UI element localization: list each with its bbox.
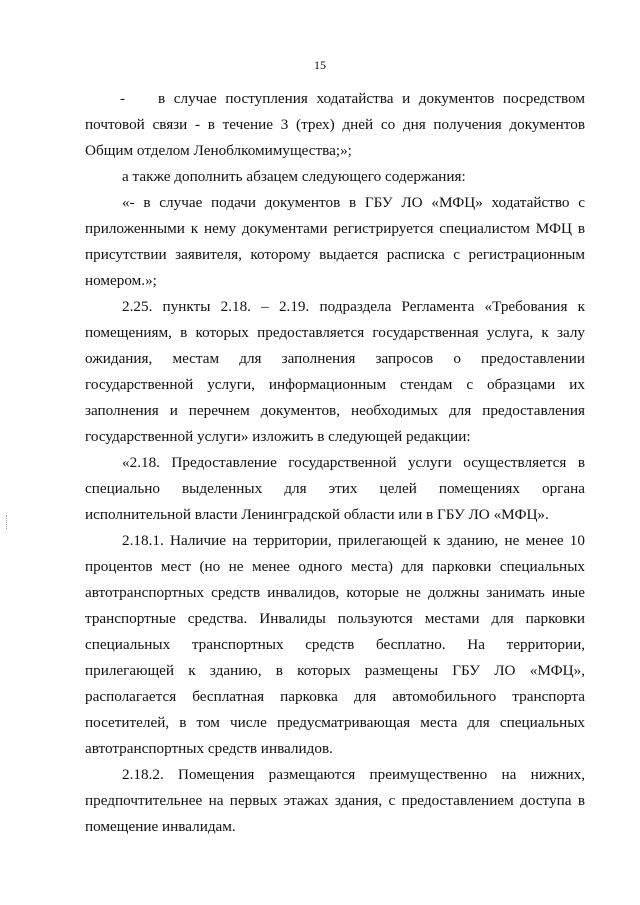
document-body [85,86,585,840]
scan-edge-mark [6,515,9,529]
paragraph-supplement-intro: а также дополнить абзацем следующего содержания: [122,168,466,185]
paragraph-text: в случае поступления ходатайства и документов посредством почтовой связи - в течение 3 (трех) дней со дня получения документов Общим отделом Леноблкомимущества;»; [85,90,585,159]
paragraph-2-25: 2.25. пункты 2.18. – 2.19. подраздела Регламента «Требования к помещениям, в которых предоставляется государственная услуга, к залу ожидания, местам для заполнения запросов о предоставлении государственной услуги, информационным стендам с образцами их заполнения и перечнем документов, необходимых для предоставления государственной услуги» изложить в следующей редакции: [85,298,585,445]
paragraph-2-18-2: 2.18.2. Помещения размещаются преимущественно на нижних, предпочтительнее на первых этажах здания, с предоставлением доступа в помещение инвалидам. [85,766,585,835]
paragraph-mfc-registration: «- в случае подачи документов в ГБУ ЛО «МФЦ» ходатайство с приложенными к нему документами регистрируется специалистом МФЦ в присутствии заявителя, которому выдается расписка с регистрационным номером.»; [85,194,585,289]
paragraph-2-18-1: 2.18.1. Наличие на территории, прилегающей к зданию, не менее 10 процентов мест (но не менее одного места) для парковки специальных автотранспортных средств инвалидов, которые не должны занимать иные транспортные средства. Инвалиды пользуются местами для парковки специальных транспортных средств бесплатно. На территории, прилегающей к зданию, в которых размещены ГБУ ЛО «МФЦ», располагается бесплатная парковка для автомобильного транспорта посетителей, в том числе предусматривающая места для специальных автотранспортных средств инвалидов. [85,532,585,757]
list-dash: - [120,90,126,107]
paragraph-2-18: «2.18. Предоставление государственной услуги осуществляется в специально выделенных для этих целей помещениях органа исполнительной власти Ленинградской области или в ГБУ ЛО «МФЦ». [85,454,585,523]
paragraph-postal-submission [85,86,585,164]
page-number: 15 [314,58,326,72]
